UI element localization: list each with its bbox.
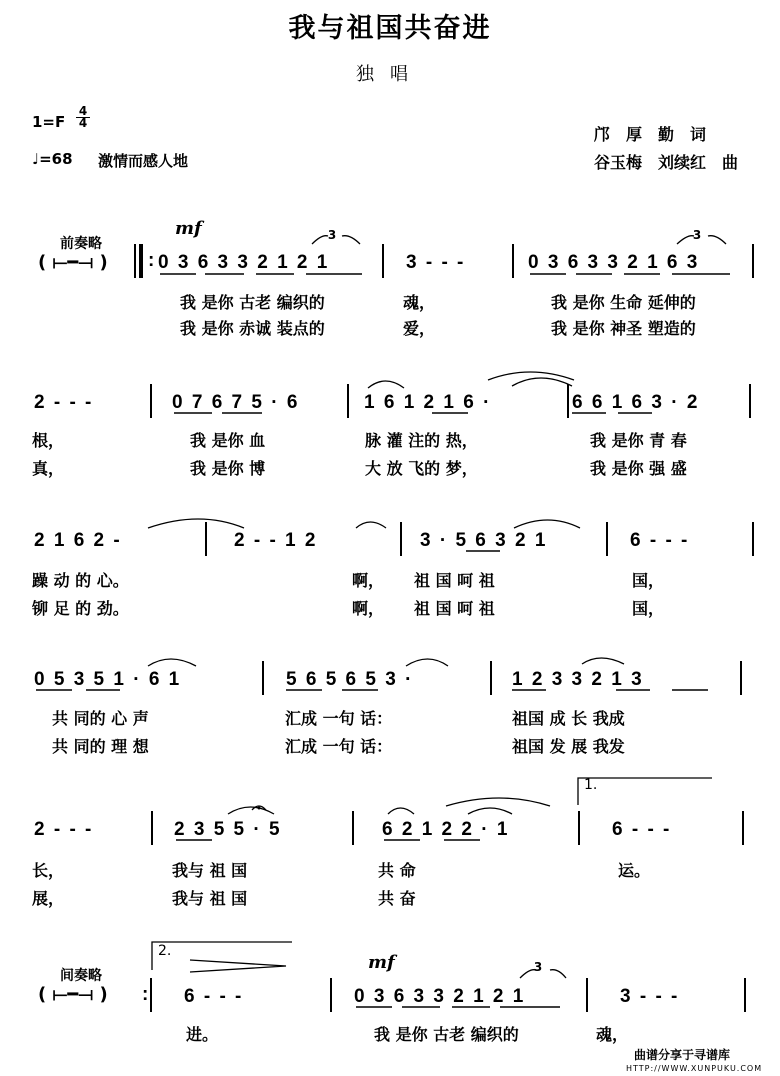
lyric-line: 共 同的 心 声: [52, 709, 149, 728]
measure-notes: 0 3 6 3 3 2 1 2 1: [354, 986, 526, 1007]
repeat-dots: :: [142, 984, 151, 1005]
key-signature: 1=F: [32, 113, 66, 131]
lyric-line: 铆 足 的 劲。: [32, 599, 129, 618]
lyric-line: 进。: [186, 1025, 219, 1044]
lyric-line: 我 是你 赤诚 装点的: [180, 319, 325, 338]
measure-notes: 1 2 3 3 2 1 3: [512, 669, 644, 690]
lyric-line: 魂，: [596, 1025, 629, 1044]
prelude-label: 前奏略: [60, 236, 102, 252]
lyric-line: 国，: [632, 599, 665, 618]
lyric-line: 爱，: [403, 319, 436, 338]
measure-notes: 2 - - -: [34, 819, 94, 840]
footer-url: HTTP://WWW.XUNPUKU.COM: [626, 1064, 763, 1073]
time-sig-top: 4: [76, 106, 90, 118]
lyric-line: 汇成 一句 话：: [285, 709, 393, 728]
lyric-line: 我 是你 青 春: [590, 431, 687, 450]
measure-notes: 2 3 5 5 · 5: [174, 819, 282, 840]
measure-notes: 3 · 5 6 3 2 1: [420, 530, 548, 551]
volta-2-label: 2.: [158, 943, 172, 959]
triplet-mark: 3: [327, 228, 337, 242]
lyricist-credit: 邝 厚 勤 词: [594, 125, 707, 144]
lyric-line: 大 放 飞的 梦，: [365, 459, 478, 478]
interlude-bracket: ( ⟝━⟞ ): [38, 984, 108, 1005]
volta-1-label: 1.: [584, 777, 598, 793]
lyric-line: 共 命: [378, 861, 416, 880]
lyric-line: 真，: [32, 459, 65, 478]
lyric-line: 长，: [32, 861, 65, 880]
expression-marking: 激情而感人地: [98, 152, 189, 170]
measure-notes: 2 1 6 2 -: [34, 530, 122, 551]
lyric-line: 我 是你 强 盛: [590, 459, 687, 478]
measure-notes: 0 7 6 7 5 · 6: [172, 392, 300, 413]
lyric-line: 运。: [618, 861, 651, 880]
lyric-line: 脉 灌 注的 热，: [365, 431, 478, 450]
lyric-line: 汇成 一句 话：: [285, 737, 393, 756]
lyric-line: 魂，: [403, 293, 436, 312]
composer-credit: 谷玉梅 刘续红 曲: [594, 153, 739, 172]
measure-notes: 5 6 5 6 5 3 ·: [286, 669, 414, 690]
triplet-mark: 3: [692, 228, 702, 242]
measure-notes: 3 - - -: [406, 252, 466, 273]
lyric-line: 共 同的 理 想: [52, 737, 149, 756]
lyric-line: 我与 祖 国: [172, 861, 248, 880]
lyric-line: 躁 动 的 心。: [32, 571, 129, 590]
song-subtitle: 独唱: [356, 64, 424, 85]
lyric-line: 我 是你 生命 延伸的: [551, 293, 696, 312]
measure-notes: 0 3 6 3 3 2 1 2 1: [158, 252, 330, 273]
measure-notes: 6 - - -: [184, 986, 244, 1007]
measure-notes: 6 6 1 6 3 · 2: [572, 392, 700, 413]
lyric-line: 我 是你 神圣 塑造的: [551, 319, 696, 338]
measure-notes: 2 - - 1 2: [234, 530, 318, 551]
triplet-mark: 3: [533, 960, 543, 974]
lyric-line: 我 是你 血: [190, 431, 266, 450]
measure-notes: 3 - - -: [620, 986, 680, 1007]
dynamic-mf: mf: [368, 952, 395, 973]
lyric-line: 祖国 发 展 我发: [512, 737, 625, 756]
measure-notes: 2 - - -: [34, 392, 94, 413]
lyric-line: 啊，: [352, 599, 385, 618]
interlude-label: 间奏略: [60, 968, 102, 984]
lyric-line: 祖 国 呵 祖: [414, 571, 495, 590]
footer-site: 曲谱分享于寻谱库: [634, 1048, 731, 1062]
lyric-line: 我 是你 古老 编织的: [180, 293, 325, 312]
lyric-line: 共 奋: [378, 889, 416, 908]
lyric-line: 展，: [32, 889, 65, 908]
lyric-line: 啊，: [352, 571, 385, 590]
lyric-line: 我 是你 古老 编织的: [374, 1025, 519, 1044]
lyric-line: 祖国 成 长 我成: [512, 709, 625, 728]
dynamic-mf: mf: [175, 218, 202, 239]
song-title: 我与祖国共奋进: [288, 13, 492, 44]
repeat-dots: :: [148, 250, 157, 271]
lyric-line: 祖 国 呵 祖: [414, 599, 495, 618]
lyric-line: 国，: [632, 571, 665, 590]
measure-notes: 0 5 3 5 1 · 6 1: [34, 669, 182, 690]
lyric-line: 根，: [32, 431, 65, 450]
lyric-line: 我 是你 博: [190, 459, 266, 478]
measure-notes: 6 2 1 2 2 · 1: [382, 819, 510, 840]
time-sig-bottom: 4: [78, 116, 88, 130]
prelude-bracket: ( ⟝━⟞ ): [38, 252, 108, 273]
measure-notes: 6 - - -: [612, 819, 672, 840]
measure-notes: 0 3 6 3 3 2 1 6 3: [528, 252, 700, 273]
measure-notes: 1 6 1 2 1 6 ·: [364, 392, 492, 413]
tempo-marking: ♩=68: [32, 150, 73, 168]
measure-notes: 6 - - -: [630, 530, 690, 551]
lyric-line: 我与 祖 国: [172, 889, 248, 908]
